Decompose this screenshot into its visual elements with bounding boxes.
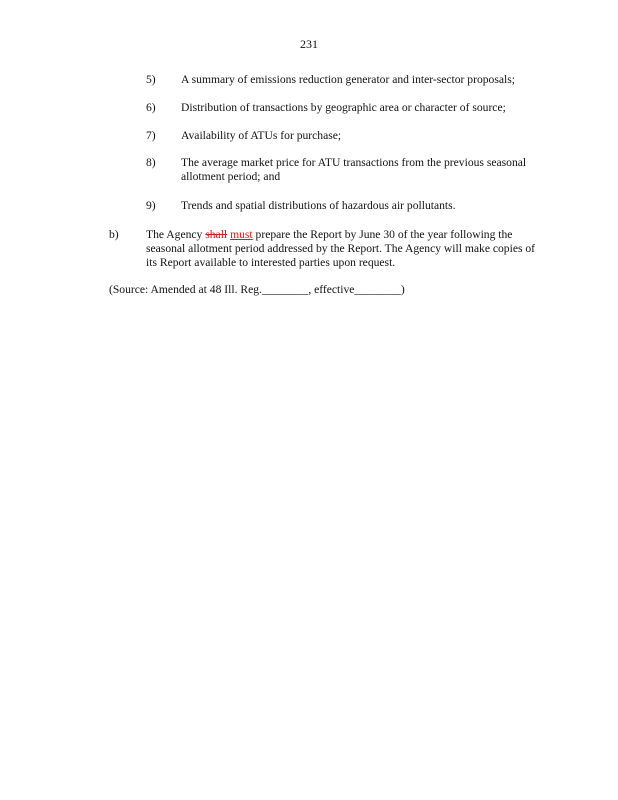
list-item-text: Trends and spatial distributions of hazardous air pollutants. [181, 199, 456, 212]
deleted-text: shall [205, 228, 228, 241]
page-number: 231 [300, 37, 318, 51]
inserted-text: must [230, 228, 253, 241]
list-item-number: 5) [146, 73, 156, 86]
paragraph-text-before: The Agency [146, 228, 206, 241]
list-item-number: 6) [146, 101, 156, 114]
paragraph-label: b) [109, 228, 119, 241]
paragraph-text-after: prepare the Report by June 30 of the year following the seasonal allotment period addressed by the Report. The Agency will make copies of its Report available to interested parties upon request. [146, 228, 536, 269]
paragraph-body [146, 228, 546, 270]
list-item-text: The average market price for ATU transactions from the previous seasonal allotment period; and [181, 156, 527, 183]
source-note: (Source: Amended at 48 Ill. Reg.________, effective________) [109, 283, 405, 296]
list-item-text: Availability of ATUs for purchase; [181, 129, 342, 142]
list-item-text: Distribution of transactions by geographic area or character of source; [181, 101, 506, 114]
list-item-text: A summary of emissions reduction generator and inter-sector proposals; [181, 73, 515, 86]
list-item-number: 7) [146, 129, 156, 142]
list-item-number: 8) [146, 156, 156, 169]
list-item-number: 9) [146, 199, 156, 212]
